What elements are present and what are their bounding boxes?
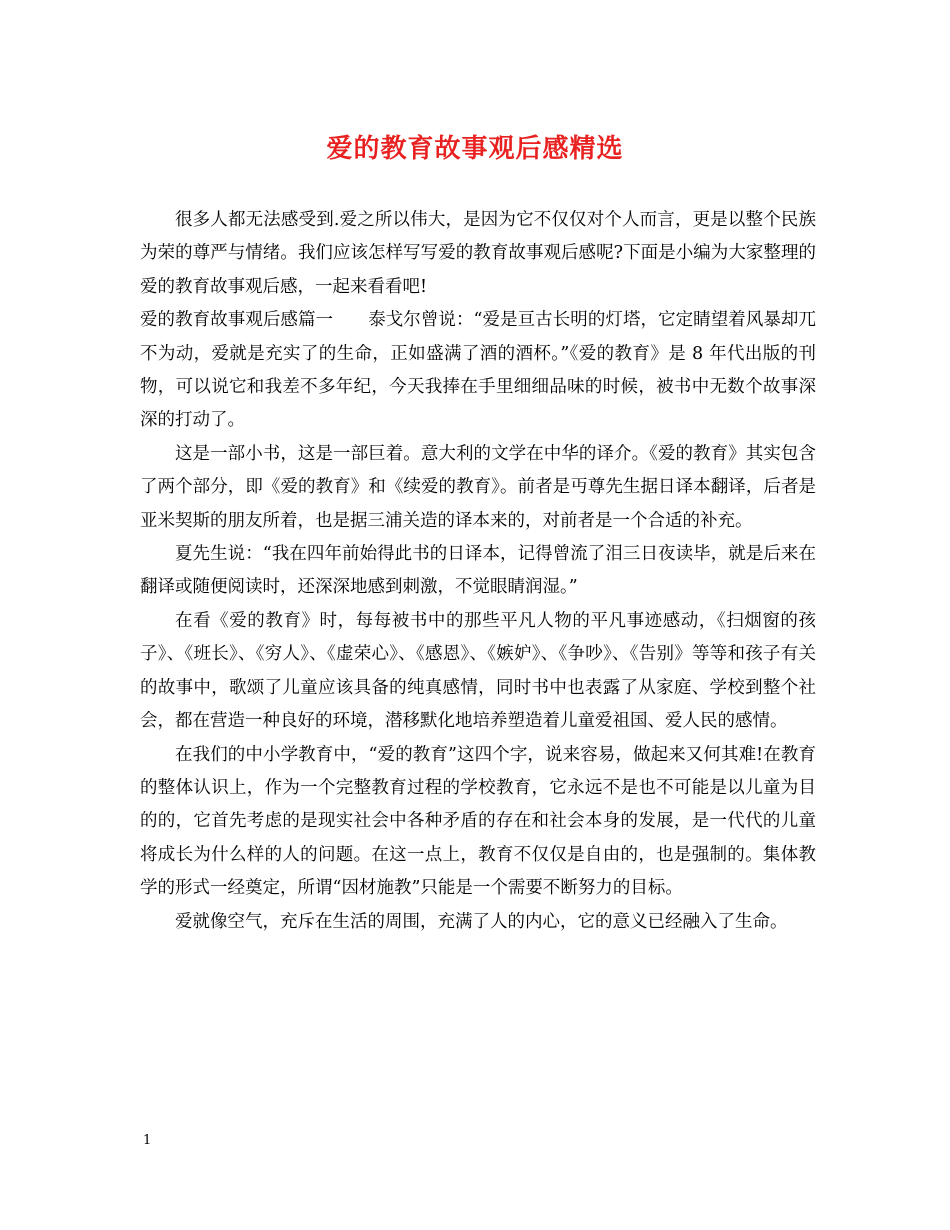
paragraph-xia-quote: 夏先生说：“我在四年前始得此书的日译本，记得曾流了泪三日夜读毕，就是后来在翻译或随便阅读时，还深深地感到刺激，不觉眼睛润湿。” (140, 544, 816, 598)
paragraph-love-air: 爱就像空气，充斥在生活的周围，充满了人的内心，它的意义已经融入了生命。 (175, 911, 788, 932)
document-body (140, 204, 816, 939)
paragraph-part-one: 爱的教育故事观后感篇一 泰戈尔曾说：“爱是亘古长明的灯塔，它定睛望着风暴却兀不为动，爱就是充实了的生命，正如盛满了酒的酒杯。”《爱的教育》是 8 年代出版的刊物，可以说它和我差不多年纪，今天我捧在手里细细品味的时候，被书中无数个故事深深的打动了。 (140, 310, 816, 431)
document-title: 爱的教育故事观后感精选 (326, 134, 624, 164)
paragraph-book-structure: 这是一部小书，这是一部巨着。意大利的文学在中华的译介。《爱的教育》其实包含了两个部分，即《爱的教育》和《续爱的教育》。前者是丏尊先生据日译本翻译，后者是亚米契斯的朋友所着，也是据三浦关造的译本来的，对前者是一个合适的补充。 (140, 443, 816, 531)
paragraph-education: 在我们的中小学教育中，“爱的教育”这四个字，说来容易，做起来又何其难!在教育的整体认识上，作为一个完整教育过程的学校教育，它永远不是也不可能是以儿童为目的的，它首先考虑的是现实社会中各种矛盾的存在和社会本身的发展，是一代代的儿童将成长为什么样的人的问题。在这一点上，教育不仅仅是自由的，也是强制的。集体教学的形式一经奠定，所谓“因材施教”只能是一个需要不断努力的目标。 (140, 744, 816, 899)
page-number: 1 (143, 1133, 152, 1148)
paragraph-intro: 很多人都无法感受到.爱之所以伟大，是因为它不仅仅对个人而言，更是以整个民族为荣的尊严与情绪。我们应该怎样写写爱的教育故事观后感呢?下面是小编为大家整理的爱的教育故事观后感，一起来看看吧! (140, 210, 816, 297)
paragraph-stories: 在看《爱的教育》时，每每被书中的那些平凡人物的平凡事迹感动，《扫烟窗的孩子》、《班长》、《穷人》、《虚荣心》、《感恩》、《嫉妒》、《争吵》、《告别》等等和孩子有关的故事中，歌颂了儿童应该具备的纯真感情，同时书中也表露了从家庭、学校到整个社会，都在营造一种良好的环境，潜移默化地培养塑造着儿童爱祖国、爱人民的感情。 (140, 610, 816, 732)
